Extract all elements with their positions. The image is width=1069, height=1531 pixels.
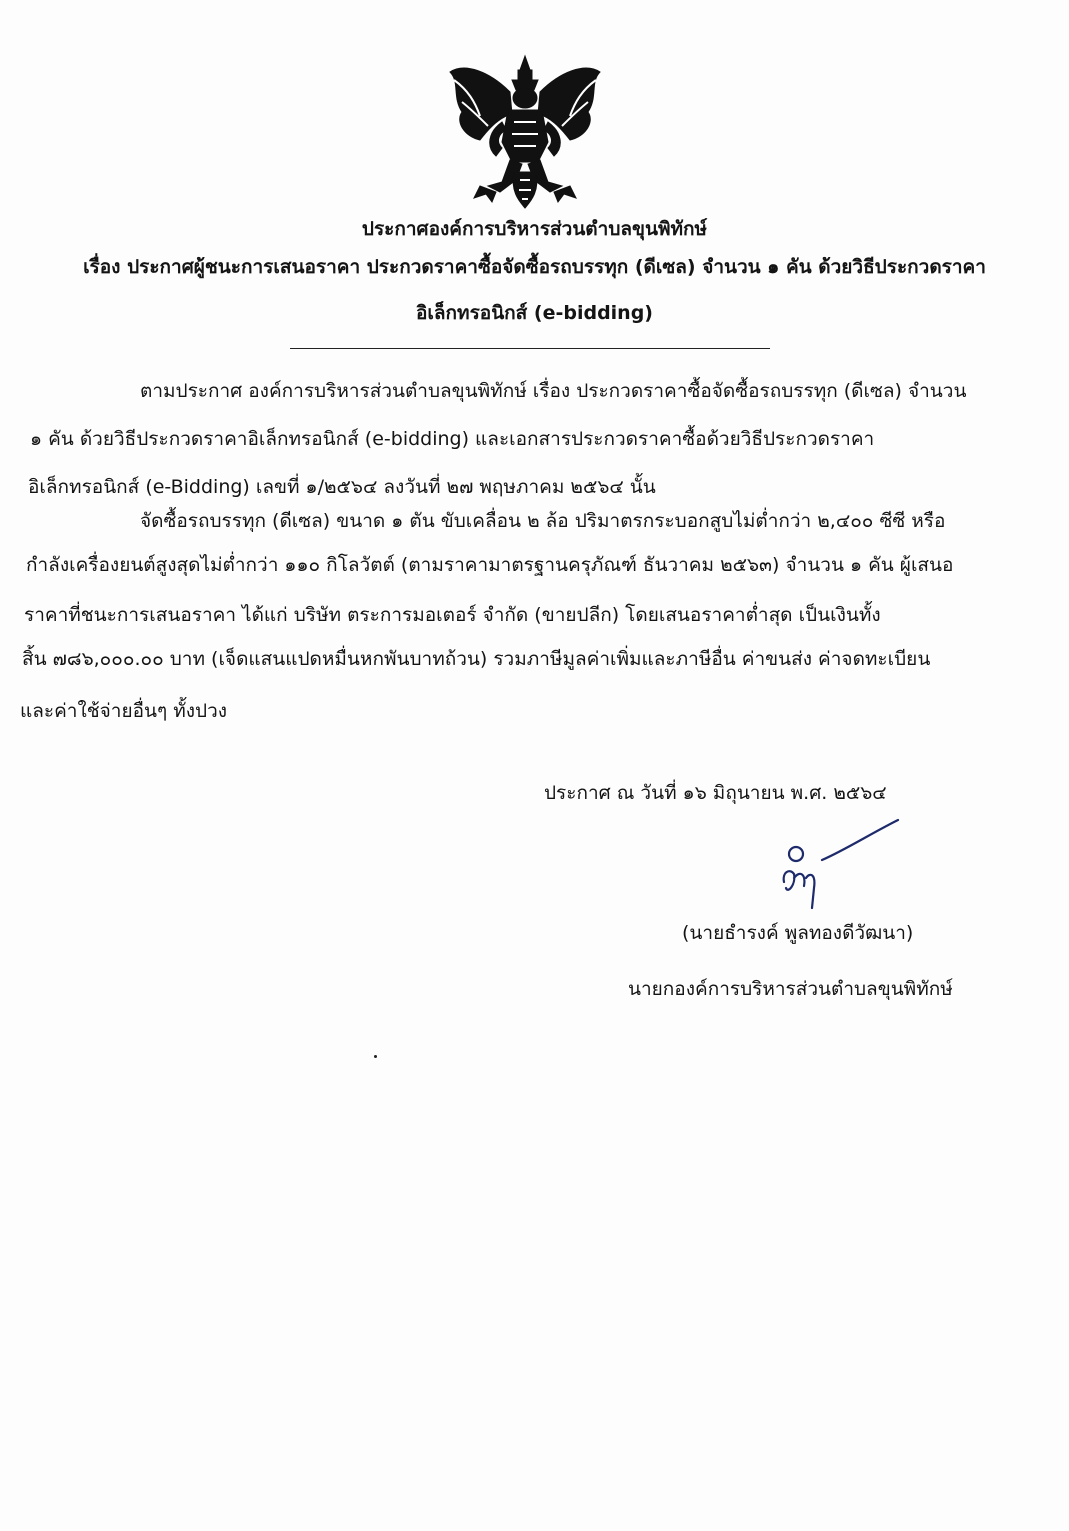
announcement-title: ประกาศองค์การบริหารส่วนตำบลขุนพิทักษ์ [361,218,708,240]
paragraph-2-line-4: สิ้น ๗๘๖,๐๐๐.๐๐ บาท (เจ็ดแสนแปดหมื่นหกพันบาทถ้วน) รวมภาษีมูลค่าเพิ่มและภาษีอื่น ค่าขนส่ง ค่าจดทะเบียน [22,648,931,670]
announcement-subject-cont: อิเล็กทรอนิกส์ (e-bidding) [416,302,653,324]
paragraph-1-line-2: ๑ คัน ด้วยวิธีประกวดราคาอิเล็กทรอนิกส์ (e-bidding) และเอกสารประกวดราคาซื้อด้วยวิธีประกวดราคา [30,428,875,450]
paragraph-2-line-1: จัดซื้อรถบรรทุก (ดีเซล) ขนาด ๑ ตัน ขับเคลื่อน ๒ ล้อ ปริมาตรกระบอกสูบไม่ต่ำกว่า ๒,๔๐๐ ซีซี หรือ [140,510,946,532]
announcement-subject: เรื่อง ประกาศผู้ชนะการเสนอราคา ประกวดราคาซื้อจัดซื้อรถบรรทุก (ดีเซล) จำนวน ๑ คัน ด้วยวิธีประกวดราคา [83,256,986,278]
stray-mark [374,1055,377,1058]
paragraph-2-line-5: และค่าใช้จ่ายอื่นๆ ทั้งปวง [20,700,228,722]
paragraph-1-line-3: อิเล็กทรอนิกส์ (e-Bidding) เลขที่ ๑/๒๕๖๔ ลงวันที่ ๒๗ พฤษภาคม ๒๕๖๔ นั้น [28,476,656,498]
paragraph-2-line-3: ราคาที่ชนะการเสนอราคา ได้แก่ บริษัท ตระการมอเตอร์ จำกัด (ขายปลีก) โดยเสนอราคาต่ำสุด เป็นเงินทั้ง [24,604,881,626]
handwritten-signature-icon [770,812,910,922]
signatory-name: (นายธำรงค์ พูลทองดีวัฒนา) [682,922,914,944]
paragraph-2-line-2: กำลังเครื่องยนต์สูงสุดไม่ต่ำกว่า ๑๑๐ กิโลวัตต์ (ตามราคามาตรฐานครุภัณฑ์ ธันวาคม ๒๕๖๓) จำนวน ๑ คัน ผู้เสนอ [26,554,954,576]
garuda-emblem-icon [440,52,610,212]
paragraph-1-line-1: ตามประกาศ องค์การบริหารส่วนตำบลขุนพิทักษ์ เรื่อง ประกวดราคาซื้อจัดซื้อรถบรรทุก (ดีเซล) จำนวน [140,380,967,402]
divider-line [290,348,770,349]
announce-date: ประกาศ ณ วันที่ ๑๖ มิถุนายน พ.ศ. ๒๕๖๔ [544,782,887,804]
signatory-title: นายกองค์การบริหารส่วนตำบลขุนพิทักษ์ [628,978,953,1000]
